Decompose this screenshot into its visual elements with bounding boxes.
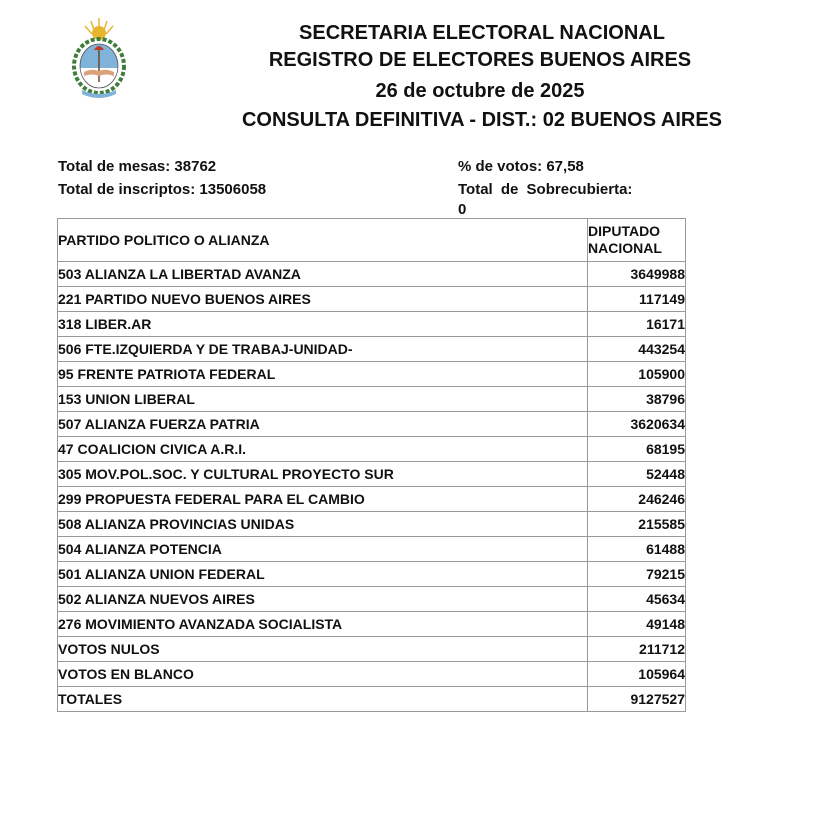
party-votes: 49148 (588, 612, 686, 637)
title-registro: REGISTRO DE ELECTORES BUENOS AIRES (268, 49, 692, 71)
votos-blanco-label: VOTOS EN BLANCO (58, 662, 588, 687)
table-row (58, 587, 686, 612)
table-row (58, 437, 686, 462)
party-name: 501 ALIANZA UNION FEDERAL (58, 562, 588, 587)
title-consulta: CONSULTA DEFINITIVA - DIST.: 02 BUENOS AIRES (241, 109, 723, 131)
total-sobrecubierta (458, 180, 688, 220)
party-name: 508 ALIANZA PROVINCIAS UNIDAS (58, 512, 588, 537)
table-row (58, 312, 686, 337)
total-inscriptos: Total de inscriptos: 13506058 (58, 181, 267, 198)
votos-nulos-value: 211712 (588, 637, 686, 662)
table-row (58, 612, 686, 637)
party-name: 95 FRENTE PATRIOTA FEDERAL (58, 362, 588, 387)
party-votes: 105900 (588, 362, 686, 387)
party-name: 221 PARTIDO NUEVO BUENOS AIRES (58, 287, 588, 312)
table-row (58, 512, 686, 537)
party-votes: 443254 (588, 337, 686, 362)
party-votes: 79215 (588, 562, 686, 587)
party-votes: 117149 (588, 287, 686, 312)
totales-row (58, 687, 686, 712)
votos-blanco-value: 105964 (588, 662, 686, 687)
table-row (58, 562, 686, 587)
party-votes: 45634 (588, 587, 686, 612)
party-name: 504 ALIANZA POTENCIA (58, 537, 588, 562)
party-votes: 16171 (588, 312, 686, 337)
porcentaje-votos: % de votos: 67,58 (458, 158, 584, 175)
party-votes: 3620634 (588, 412, 686, 437)
totales-label: TOTALES (58, 687, 588, 712)
party-votes: 3649988 (588, 262, 686, 287)
header-votes-line2: NACIONAL (588, 240, 662, 256)
party-name: 318 LIBER.AR (58, 312, 588, 337)
sobrecubierta-value: 0 (458, 201, 467, 218)
party-votes: 52448 (588, 462, 686, 487)
header-party: PARTIDO POLITICO O ALIANZA (58, 219, 588, 262)
party-name: 276 MOVIMIENTO AVANZADA SOCIALISTA (58, 612, 588, 637)
header-votes-line1: DIPUTADO (588, 223, 661, 239)
table-header-row (58, 219, 686, 262)
table-row (58, 537, 686, 562)
party-name: 503 ALIANZA LA LIBERTAD AVANZA (58, 262, 588, 287)
title-secretaria: SECRETARIA ELECTORAL NACIONAL (299, 22, 665, 44)
table-row (58, 362, 686, 387)
title-date: 26 de octubre de 2025 (375, 80, 585, 102)
party-votes: 68195 (588, 437, 686, 462)
party-votes: 215585 (588, 512, 686, 537)
sobrecubierta-label: Total de Sobrecubierta: (458, 181, 633, 198)
table-row (58, 262, 686, 287)
table-row (58, 337, 686, 362)
totales-value: 9127527 (588, 687, 686, 712)
party-name: 299 PROPUESTA FEDERAL PARA EL CAMBIO (58, 487, 588, 512)
table-row (58, 487, 686, 512)
party-name: 305 MOV.POL.SOC. Y CULTURAL PROYECTO SUR (58, 462, 588, 487)
party-name: 47 COALICION CIVICA A.R.I. (58, 437, 588, 462)
table-row (58, 412, 686, 437)
party-name: 506 FTE.IZQUIERDA Y DE TRABAJ-UNIDAD- (58, 337, 588, 362)
table-row (58, 462, 686, 487)
results-table (57, 218, 686, 712)
party-name: 153 UNION LIBERAL (58, 387, 588, 412)
table-row (58, 387, 686, 412)
party-name: 502 ALIANZA NUEVOS AIRES (58, 587, 588, 612)
party-votes: 61488 (588, 537, 686, 562)
votos-blanco-row (58, 662, 686, 687)
total-mesas: Total de mesas: 38762 (58, 158, 217, 175)
votos-nulos-row (58, 637, 686, 662)
party-votes: 38796 (588, 387, 686, 412)
votos-nulos-label: VOTOS NULOS (58, 637, 588, 662)
header-diputado-nacional (588, 219, 686, 262)
argentina-coat-of-arms-icon (72, 16, 126, 98)
table-row (58, 287, 686, 312)
party-votes: 246246 (588, 487, 686, 512)
party-name: 507 ALIANZA FUERZA PATRIA (58, 412, 588, 437)
